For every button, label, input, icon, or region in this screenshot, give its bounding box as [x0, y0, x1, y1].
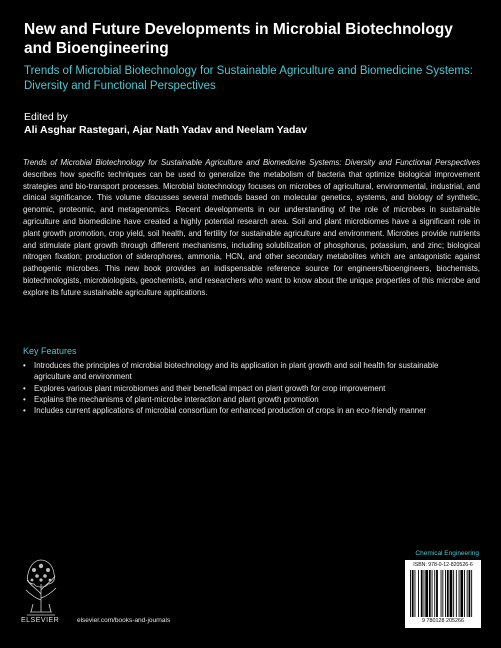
- edited-by-label: Edited by: [24, 111, 68, 123]
- barcode-bar: [441, 570, 442, 617]
- barcode-bar: [429, 570, 431, 617]
- barcode-bar: [453, 570, 454, 617]
- barcode-bar: [464, 570, 465, 617]
- bullet-icon: •: [23, 361, 26, 370]
- barcode-bar: [442, 570, 443, 617]
- barcode-bar: [459, 570, 460, 617]
- barcode-bar: [410, 570, 411, 617]
- barcode-bar: [447, 570, 449, 617]
- publisher-name: ELSEVIER: [21, 617, 60, 624]
- barcode-bar: [412, 570, 414, 617]
- barcode-bar: [445, 570, 446, 617]
- bullet-icon: •: [23, 383, 26, 393]
- barcode-bar: [425, 570, 428, 617]
- isbn-barcode-icon: [410, 570, 476, 617]
- bullet-icon: •: [23, 406, 26, 416]
- bullet-icon: •: [23, 394, 26, 404]
- barcode-bar: [460, 570, 463, 617]
- barcode-bar: [424, 570, 425, 617]
- barcode-bar: [469, 570, 471, 617]
- book-title: New and Future Developments in Microbial Biotechnology and Bioengineering: [24, 21, 453, 57]
- key-feature-text: Introduces the principles of microbial biotechnology and its application in plant growth and soil health for sustainable agriculture and environment: [34, 361, 439, 382]
- barcode-bar: [467, 570, 468, 617]
- barcode-bar: [421, 570, 423, 617]
- barcode-bar: [450, 570, 453, 617]
- isbn-barcode-box: [405, 560, 481, 628]
- barcode-bar: [418, 570, 419, 617]
- publisher-website-link[interactable]: elsevier.com/books-and-journals: [77, 617, 171, 624]
- barcode-bar: [434, 570, 435, 617]
- barcode-bar: [436, 570, 438, 617]
- barcode-bar: [471, 570, 472, 617]
- key-feature-text: Includes current applications of microbial consortium for enhanced production of crops in an eco-friendly manner: [34, 406, 427, 416]
- barcode-bar: [456, 570, 457, 617]
- key-feature-item: [23, 360, 468, 383]
- barcode-number: 9 780128 205266: [422, 618, 464, 624]
- editors-names: Ali Asghar Rastegari, Ajar Nath Yadav and Neelam Yadav: [24, 124, 308, 136]
- book-description: [23, 157, 480, 299]
- barcode-bar: [432, 570, 433, 617]
- key-feature-item: [23, 405, 468, 416]
- key-features-heading: Key Features: [23, 346, 77, 356]
- barcode-bar: [415, 570, 416, 617]
- key-feature-item: [23, 394, 468, 405]
- description-italic-title: Trends of Microbial Biotechnology for Sustainable Agriculture and Biomedicine Systems: Diversity and Functional Perspectives: [23, 158, 480, 167]
- isbn-label: ISBN: 978-0-12-820526-6: [413, 562, 473, 568]
- elsevier-tree-logo-icon: [22, 554, 60, 618]
- key-feature-text: Explains the mechanisms of plant-microbe interaction and plant growth promotion: [34, 394, 319, 404]
- key-feature-item: [23, 383, 468, 394]
- book-subtitle: Trends of Microbial Biotechnology for Sustainable Agriculture and Biomedicine Systems: Diversity and Functional Perspectives: [24, 65, 473, 92]
- key-feature-text: Explores various plant microbiomes and their beneficial impact on plant growth for crop improvement: [34, 383, 386, 393]
- description-body: describes how specific techniques can be used to generalize the metabolism of bacteria that optimize biological improvement strategies and bio-transport processes. Microbial biotechnology focuses on microbes of agricultural, environmental, industrial, and clinical significance. This volume discusses several methods based on molecular genetics, systems, and biology of synthetic, genomic, proteomic, and metagenomics. Recent developments in our understanding of the role of microbes in sustainable agriculture and biomedicine have created a highly potential research area. Soil and plant microbiomes have a significant role in plant growth promotion, crop yield, soil health, and fertility for sustainable agriculture and environment. Microbes provide nutrients and stimulate plant growth through different mechanisms, including solubilization of phosphorus, potassium, and zinc; biological nitrogen fixation; production of siderophores, ammonia, HCN, and other secondary metabolites which are antagonistic against pathogenic microbes. This new book provides an indispensable reference source for engineers/bioengineers, biochemists, biotechnologists, microbiologists, geochemists, and researchers who want to know about the unique properties of this microbe and explore its future sustainable agriculture applications.: [23, 169, 480, 297]
- subject-category: Chemical Engineering: [415, 550, 479, 557]
- key-features-list: [23, 360, 468, 416]
